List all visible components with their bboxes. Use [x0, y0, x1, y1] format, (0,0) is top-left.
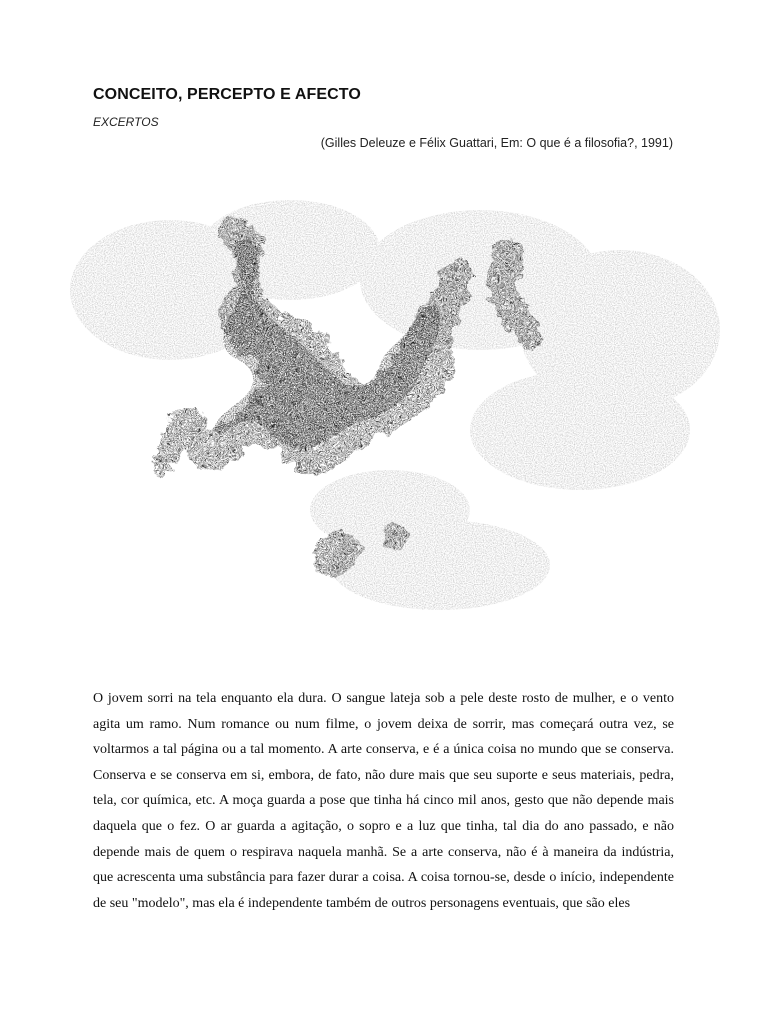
page-title: CONCEITO, PERCEPTO E AFECTO [93, 86, 361, 103]
ink-cloud-illustration [60, 180, 730, 630]
body-paragraph: O jovem sorri na tela enquanto ela dura. O sangue lateja sob a pele deste rosto de mulher, e o vento agita um ramo. Num romance ou num filme, o jovem deixa de sorrir, mas começará outra vez, se voltarmos a tal página ou a tal momento. A arte conserva, e é a única coisa no mundo que se conserva. Conserva e se conserva em si, embora, de fato, não dure mais que seu suporte e seus materiais, pedra, tela, cor química, etc. A moça guarda a pose que tinha há cinco mil anos, gesto que não depende mais daquela que o fez. O ar guarda a agitação, o sopro e a luz que tinha, tal dia do ano passado, e não depende mais de quem o respirava naquela manhã. Se a arte conserva, não é à maneira da indústria, que acrescenta uma substância para fazer durar a coisa. A coisa tornou-se, desde o início, independente de seu "modelo", mas ela é independente também de outros personagens eventuais, que são eles [93, 691, 674, 911]
citation: (Gilles Deleuze e Félix Guattari, Em: O que é a filosofia?, 1991) [320, 136, 673, 150]
subtitle: EXCERTOS [93, 115, 159, 129]
